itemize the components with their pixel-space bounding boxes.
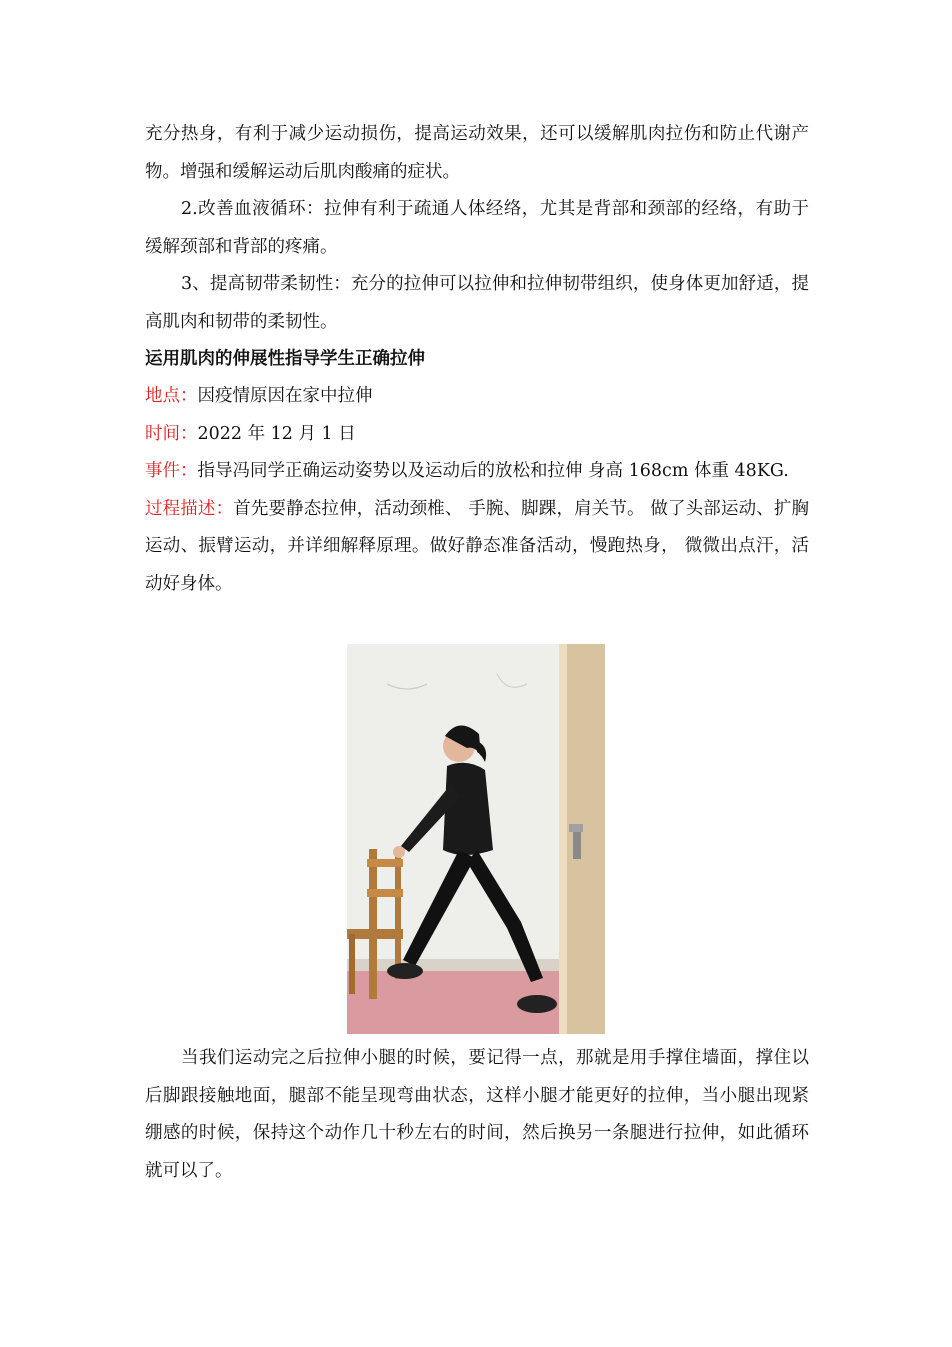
paragraph-circulation: 2.改善血液循环：拉伸有利于疏通人体经络，尤其是背部和颈部的经络，有助于缓解颈部和背部的疼痛。	[145, 199, 809, 257]
location-row	[145, 378, 809, 416]
record-fields	[145, 378, 809, 603]
process-value: 首先要静态拉伸，活动颈椎、 手腕、脚踝，肩关节。 做了头部运动、扩胸运动、振臂运动，并详细解释原理。做好静态准备活动，慢跑热身， 微微出点汗，活动好身体。	[145, 498, 810, 594]
process-label: 过程描述：	[145, 498, 234, 519]
stretching-photo	[347, 644, 605, 1034]
location-value: 因疫情原因在家中拉伸	[197, 386, 373, 406]
paragraph-warmup: 充分热身，有利于减少运动损伤，提高运动效果，还可以缓解肌肉拉伤和防止代谢产物。增强和缓解运动后肌肉酸痛的症状。	[145, 124, 809, 182]
stretching-photo-illustration	[347, 644, 605, 1034]
closing-paragraph: 当我们运动完之后拉伸小腿的时候，要记得一点，那就是用手撑住墙面，撑住以后脚跟接触地面，腿部不能呈现弯曲状态，这样小腿才能更好的拉伸，当小腿出现紧绷感的时候，保持这个动作几十秒左右的时间，然后换另一条腿进行拉伸，如此循环就可以了。	[145, 1048, 809, 1181]
section-heading: 运用肌肉的伸展性指导学生正确拉伸	[145, 349, 425, 369]
paragraph-flexibility: 3、提高韧带柔韧性：充分的拉伸可以拉伸和拉伸韧带组织，使身体更加舒适，提高肌肉和韧带的柔韧性。	[145, 274, 809, 332]
event-label: 事件：	[145, 461, 198, 481]
event-value: 指导冯同学正确运动姿势以及运动后的放松和拉伸 身高 168cm 体重 48KG.	[197, 461, 789, 481]
event-row	[145, 453, 809, 491]
process-row	[145, 491, 809, 604]
intro-section	[145, 116, 809, 341]
time-label: 时间：	[145, 423, 198, 444]
time-row	[145, 416, 809, 454]
time-value: 2022 年 12 月 1 日	[197, 423, 356, 444]
location-label: 地点：	[145, 386, 198, 406]
